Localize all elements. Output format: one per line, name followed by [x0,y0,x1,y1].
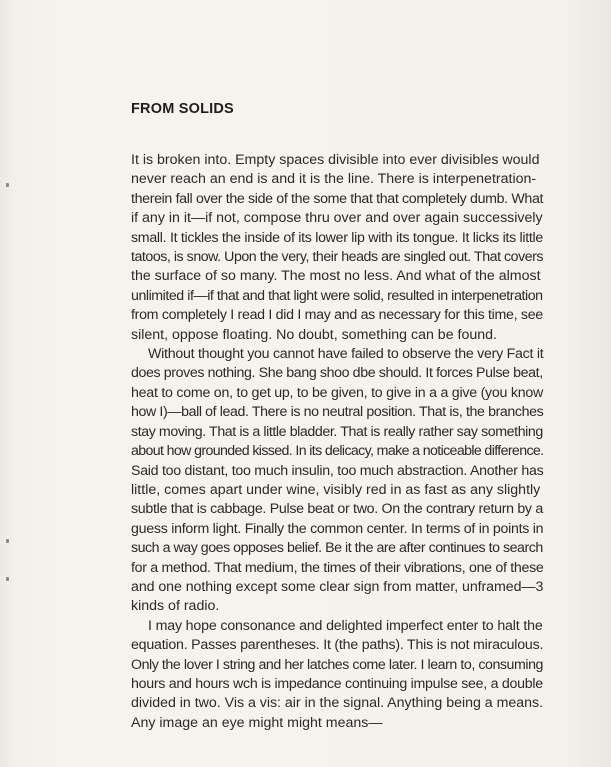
text-line: equation. Passes parentheses. It (the paths). This is not miraculous. [131,637,544,654]
margin-mark [6,539,9,543]
paragraph-1 [131,151,543,345]
text-line: the surface of so many. The most no less. And what of the almost [131,268,541,285]
text-line: It is broken into. Empty spaces divisible into ever divisibles would [131,152,540,168]
text-line: little, comes apart under wine, visibly red in as fast as any slightly [131,481,541,498]
text-line: silent, oppose floating. No doubt, something can be found. [131,326,497,343]
text-line: such a way goes opposes belief. Be it the are after continues to search [131,540,543,557]
text-line: Any image an eye might might means— [131,714,383,731]
text-line: kinds of radio. [131,598,220,615]
margin-mark [6,183,9,187]
text-line: I may hope consonance and delighted imperfect enter to halt the [148,617,543,634]
text-line: for a method. That medium, the times of their vibrations, one of these [131,559,544,576]
text-line: guess inform light. Finally the common center. In terms of in points in [131,520,544,537]
text-line: divided in two. Vis a vis: air in the signal. Anything being a means. [131,695,544,712]
text-line: unlimited if—if that and that light were solid, resulted in interpenetration [131,287,543,304]
poem-title: FROM SOLIDS [131,101,234,117]
text-line: from completely I read I did I may and as necessary for this time, see [131,307,543,324]
text-line: and one nothing except some clear sign from matter, unframed—3 [131,578,544,595]
text-line: Said too distant, too much insulin, too much abstraction. Another has [131,462,544,479]
text-line: never reach an end is and it is the line. There is interpenetration- [131,171,537,188]
paragraph-2 [131,345,543,617]
text-line: how I)—ball of lead. There is no neutral position. That is, the branches [131,404,544,421]
text-line: tatoos, is snow. Upon the very, their heads are singled out. That covers [131,249,544,266]
text-line: heat to come on, to get up, to be given, to give in a a give (you know [131,384,544,401]
text-line: about how grounded kissed. In its delicacy, make a noticeable difference. [131,443,544,460]
text-line: stay moving. That is a little bladder. That is really rather say something [131,423,543,440]
margin-mark [6,577,9,581]
poem-body [131,151,543,733]
text-line: subtle that is cabbage. Pulse beat or two. On the contrary return by a [131,501,543,518]
text-line: Only the lover I string and her latches come later. I learn to, consuming [131,656,544,673]
paragraph-3 [131,617,543,733]
text-line: therein fall over the side of the some that that completely dumb. What [131,190,544,207]
text-line: small. It tickles the inside of its lower lip with its tongue. It licks its little [131,229,543,246]
text-line: hours and hours wch is impedance continuing impulse see, a double [131,675,543,692]
text-line: Without thought you cannot have failed to observe the very Fact it [148,346,544,363]
text-line: if any in it—if not, compose thru over and over again successively [131,210,543,227]
text-line: does proves nothing. She bang shoo dbe should. It forces Pulse beat, [131,365,543,382]
